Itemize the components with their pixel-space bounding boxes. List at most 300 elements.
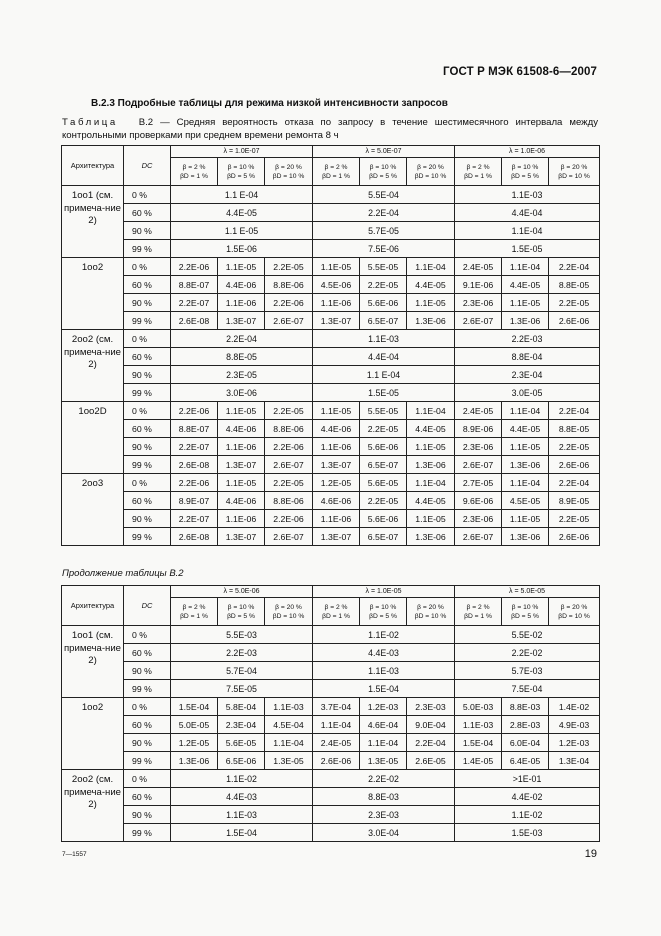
- value-cell: 1.1E-04: [407, 474, 455, 492]
- value-cell: 2.6E-08: [171, 312, 218, 330]
- beta-d-label: βD = 10 %: [272, 172, 305, 180]
- value-cell: 5.6E-06: [360, 438, 407, 456]
- beta-label: β = 10 %: [369, 163, 397, 171]
- document-header: ГОСТ Р МЭК 61508-6—2007: [443, 66, 597, 78]
- value-cell: 8.8E-05: [171, 348, 313, 366]
- value-cell: 4.4E-05: [407, 420, 455, 438]
- value-cell: 3.0E-04: [313, 824, 455, 842]
- value-cell: 1.1E-04: [502, 258, 549, 276]
- dc-cell: 60 %: [124, 788, 171, 806]
- beta-label: β = 20 %: [275, 603, 302, 611]
- value-cell: 2.6E-07: [455, 456, 502, 474]
- dc-cell: 0 %: [124, 474, 171, 492]
- beta-d-label: βD = 5 %: [369, 172, 397, 180]
- table-row: [62, 456, 600, 474]
- dc-cell: 0 %: [124, 258, 171, 276]
- value-cell: 2.2E-03: [171, 644, 313, 662]
- value-cell: 1.5E-05: [455, 240, 600, 258]
- value-cell: 2.3E-06: [455, 510, 502, 528]
- value-cell: 1.1E-04: [502, 402, 549, 420]
- table-row: [62, 680, 600, 698]
- value-cell: 1.1E-04: [407, 258, 455, 276]
- dc-cell: 90 %: [124, 510, 171, 528]
- value-cell: 2.2E-05: [549, 510, 600, 528]
- beta-label: β = 10 %: [511, 603, 539, 611]
- dc-cell: 99 %: [124, 528, 171, 546]
- table-row: [62, 330, 600, 348]
- value-cell: 4.4E-05: [407, 492, 455, 510]
- beta-header: [313, 158, 360, 186]
- footer-code: 7—1557: [62, 851, 87, 858]
- value-cell: 1.3E-05: [360, 752, 407, 770]
- value-cell: 1.1E-05: [218, 402, 265, 420]
- section-title: В.2.3 Подробные таблицы для режима низкой интенсивности запросов: [91, 98, 448, 109]
- value-cell: 1.1 E-05: [171, 222, 313, 240]
- value-cell: 7.5E-04: [455, 680, 600, 698]
- beta-d-label: βD = 10 %: [414, 612, 447, 620]
- value-cell: 5.5E-03: [171, 626, 313, 644]
- architecture-cell: 1oo2: [62, 258, 124, 330]
- value-cell: 2.8E-03: [502, 716, 549, 734]
- value-cell: 4.4E-03: [171, 788, 313, 806]
- value-cell: 2.2E-07: [171, 510, 218, 528]
- value-cell: 1.3E-05: [265, 752, 313, 770]
- value-cell: 5.5E-04: [313, 186, 455, 204]
- dc-cell: 60 %: [124, 204, 171, 222]
- value-cell: 1.1E-03: [455, 716, 502, 734]
- beta-label: β = 2 %: [182, 163, 206, 171]
- value-cell: 1.1E-03: [171, 806, 313, 824]
- value-cell: 5.8E-04: [218, 698, 265, 716]
- dc-cell: 99 %: [124, 240, 171, 258]
- value-cell: 1.1 E-04: [171, 186, 313, 204]
- value-cell: 1.5E-06: [171, 240, 313, 258]
- value-cell: 1.3E-06: [502, 456, 549, 474]
- beta-d-label: βD = 1 %: [322, 172, 350, 180]
- table-row: [62, 402, 600, 420]
- lambda-header: λ = 5.0E-07: [313, 146, 455, 158]
- dc-cell: 0 %: [124, 402, 171, 420]
- value-cell: 4.5E-04: [265, 716, 313, 734]
- value-cell: 1.5E-04: [171, 824, 313, 842]
- value-cell: 2.3E-06: [455, 294, 502, 312]
- value-cell: 1.3E-06: [407, 312, 455, 330]
- value-cell: 4.5E-05: [502, 492, 549, 510]
- value-cell: 2.2E-05: [360, 276, 407, 294]
- dc-cell: 0 %: [124, 698, 171, 716]
- value-cell: 6.5E-07: [360, 456, 407, 474]
- table-row: [62, 770, 600, 788]
- value-cell: 2.2E-06: [171, 402, 218, 420]
- value-cell: 1.1E-05: [502, 294, 549, 312]
- value-cell: 1.3E-06: [407, 456, 455, 474]
- value-cell: 1.1E-05: [313, 402, 360, 420]
- beta-label: β = 20 %: [560, 603, 588, 611]
- table-row: [62, 186, 600, 204]
- value-cell: 2.6E-08: [171, 528, 218, 546]
- beta-label: β = 2 %: [466, 163, 490, 171]
- value-cell: 2.2E-04: [549, 402, 600, 420]
- value-cell: 4.4E-06: [313, 420, 360, 438]
- dc-cell: 60 %: [124, 644, 171, 662]
- value-cell: 1.1E-06: [313, 510, 360, 528]
- table-row: [62, 420, 600, 438]
- beta-header: [360, 158, 407, 186]
- value-cell: 1.3E-04: [549, 752, 600, 770]
- table-row: [62, 204, 600, 222]
- value-cell: 9.1E-06: [455, 276, 502, 294]
- value-cell: 1.5E-05: [313, 384, 455, 402]
- value-cell: 2.3E-03: [313, 806, 455, 824]
- value-cell: 1.3E-06: [502, 312, 549, 330]
- value-cell: 2.6E-06: [549, 528, 600, 546]
- value-cell: 1.3E-07: [313, 528, 360, 546]
- beta-d-label: βD = 1 %: [464, 172, 492, 180]
- beta-header: [455, 158, 502, 186]
- beta-header: [455, 598, 502, 626]
- beta-label: β = 20 %: [417, 603, 444, 611]
- value-cell: 6.5E-06: [218, 752, 265, 770]
- value-cell: 9.6E-06: [455, 492, 502, 510]
- value-cell: 2.2E-02: [313, 770, 455, 788]
- value-cell: 5.5E-02: [455, 626, 600, 644]
- table-row: [62, 240, 600, 258]
- value-cell: 1.1E-06: [313, 294, 360, 312]
- value-cell: 4.4E-06: [218, 492, 265, 510]
- value-cell: 1.5E-04: [455, 734, 502, 752]
- value-cell: 1.1E-04: [455, 222, 600, 240]
- value-cell: 8.8E-06: [265, 420, 313, 438]
- table-row: [62, 824, 600, 842]
- beta-d-label: βD = 1 %: [322, 612, 350, 620]
- table-row: [62, 492, 600, 510]
- dc-cell: 90 %: [124, 294, 171, 312]
- value-cell: 2.2E-05: [265, 258, 313, 276]
- table-row: [62, 366, 600, 384]
- value-cell: 1.1E-04: [502, 474, 549, 492]
- value-cell: 2.2E-06: [171, 258, 218, 276]
- value-cell: 2.2E-07: [171, 438, 218, 456]
- value-cell: 2.3E-04: [455, 366, 600, 384]
- value-cell: 2.6E-06: [549, 312, 600, 330]
- value-cell: 1.1E-03: [313, 330, 455, 348]
- table-row: [62, 384, 600, 402]
- beta-header: [407, 598, 455, 626]
- value-cell: 1.5E-04: [171, 698, 218, 716]
- value-cell: 1.2E-03: [360, 698, 407, 716]
- beta-label: β = 20 %: [560, 163, 588, 171]
- value-cell: 1.1E-05: [407, 294, 455, 312]
- table-row: [62, 752, 600, 770]
- value-cell: 5.0E-05: [171, 716, 218, 734]
- column-header-dc: DC: [124, 146, 171, 186]
- table-row: [62, 644, 600, 662]
- beta-header: [218, 598, 265, 626]
- page-number: 19: [584, 848, 597, 860]
- value-cell: 8.8E-05: [549, 420, 600, 438]
- table-row: [62, 276, 600, 294]
- beta-header: [502, 598, 549, 626]
- value-cell: 2.4E-05: [455, 258, 502, 276]
- value-cell: 8.8E-03: [502, 698, 549, 716]
- architecture-cell: 1oo1 (см. примеча-ние 2): [62, 626, 124, 698]
- value-cell: 5.5E-05: [360, 258, 407, 276]
- value-cell: 1.3E-06: [502, 528, 549, 546]
- value-cell: 6.5E-07: [360, 312, 407, 330]
- value-cell: 6.5E-07: [360, 528, 407, 546]
- value-cell: 1.1E-04: [313, 716, 360, 734]
- table-row: [62, 734, 600, 752]
- architecture-cell: 2oo2 (см. примеча-ние 2): [62, 770, 124, 842]
- value-cell: 2.2E-05: [265, 474, 313, 492]
- lambda-header: λ = 5.0E-05: [455, 586, 600, 598]
- probability-table-part-1: [61, 145, 600, 546]
- value-cell: 8.8E-06: [265, 492, 313, 510]
- value-cell: 1.1E-05: [407, 510, 455, 528]
- beta-header: [360, 598, 407, 626]
- value-cell: 1.1E-06: [218, 438, 265, 456]
- table-row: [62, 698, 600, 716]
- beta-header: [265, 598, 313, 626]
- value-cell: 2.2E-06: [265, 294, 313, 312]
- caption-label: Таблица: [62, 117, 118, 128]
- value-cell: 2.6E-06: [313, 752, 360, 770]
- value-cell: 8.9E-05: [549, 492, 600, 510]
- value-cell: 2.6E-08: [171, 456, 218, 474]
- dc-cell: 0 %: [124, 186, 171, 204]
- beta-d-label: βD = 5 %: [227, 172, 255, 180]
- table-row: [62, 258, 600, 276]
- value-cell: 5.6E-06: [360, 294, 407, 312]
- value-cell: 1.3E-07: [218, 528, 265, 546]
- value-cell: 2.3E-04: [218, 716, 265, 734]
- column-header-dc: DC: [124, 586, 171, 626]
- value-cell: 2.2E-04: [407, 734, 455, 752]
- beta-header: [502, 158, 549, 186]
- table-row: [62, 662, 600, 680]
- value-cell: 6.0E-04: [502, 734, 549, 752]
- value-cell: 1.3E-07: [218, 456, 265, 474]
- dc-cell: 90 %: [124, 662, 171, 680]
- table-row: [62, 626, 600, 644]
- value-cell: 2.2E-04: [549, 474, 600, 492]
- dc-cell: 99 %: [124, 752, 171, 770]
- lambda-header: λ = 5.0E-06: [171, 586, 313, 598]
- value-cell: 8.8E-04: [455, 348, 600, 366]
- beta-header: [407, 158, 455, 186]
- value-cell: 2.2E-05: [360, 492, 407, 510]
- value-cell: 4.4E-06: [218, 276, 265, 294]
- value-cell: 1.1E-03: [455, 186, 600, 204]
- value-cell: 1.1E-05: [218, 258, 265, 276]
- value-cell: >1E-01: [455, 770, 600, 788]
- lambda-header: λ = 1.0E-06: [455, 146, 600, 158]
- table-row: [62, 474, 600, 492]
- continuation-caption: Продолжение таблицы В.2: [62, 568, 184, 579]
- value-cell: 2.2E-04: [313, 204, 455, 222]
- value-cell: 6.4E-05: [502, 752, 549, 770]
- value-cell: 2.2E-02: [455, 644, 600, 662]
- lambda-header: λ = 1.0E-07: [171, 146, 313, 158]
- value-cell: 4.4E-03: [313, 644, 455, 662]
- value-cell: 3.0E-06: [171, 384, 313, 402]
- beta-header: [313, 598, 360, 626]
- table-row: [62, 312, 600, 330]
- beta-label: β = 2 %: [324, 163, 348, 171]
- value-cell: 2.6E-05: [407, 752, 455, 770]
- value-cell: 2.2E-05: [549, 294, 600, 312]
- value-cell: 1.2E-05: [313, 474, 360, 492]
- value-cell: 5.7E-04: [171, 662, 313, 680]
- value-cell: 5.6E-05: [360, 474, 407, 492]
- dc-cell: 90 %: [124, 222, 171, 240]
- value-cell: 8.9E-06: [455, 420, 502, 438]
- dc-cell: 90 %: [124, 806, 171, 824]
- value-cell: 4.4E-05: [502, 420, 549, 438]
- value-cell: 2.3E-03: [407, 698, 455, 716]
- value-cell: 2.6E-06: [549, 456, 600, 474]
- value-cell: 2.2E-05: [549, 438, 600, 456]
- beta-label: β = 2 %: [324, 603, 348, 611]
- value-cell: 1.4E-02: [549, 698, 600, 716]
- beta-d-label: βD = 5 %: [511, 172, 539, 180]
- value-cell: 1.1E-04: [407, 402, 455, 420]
- lambda-header: λ = 1.0E-05: [313, 586, 455, 598]
- beta-d-label: βD = 10 %: [558, 172, 590, 180]
- dc-cell: 99 %: [124, 824, 171, 842]
- value-cell: 2.3E-06: [455, 438, 502, 456]
- probability-table-part-2: [61, 585, 600, 842]
- dc-cell: 0 %: [124, 626, 171, 644]
- value-cell: 4.4E-02: [455, 788, 600, 806]
- value-cell: 5.5E-05: [360, 402, 407, 420]
- table-row: [62, 788, 600, 806]
- value-cell: 8.8E-05: [549, 276, 600, 294]
- value-cell: 8.8E-06: [265, 276, 313, 294]
- value-cell: 1.4E-05: [455, 752, 502, 770]
- value-cell: 8.9E-07: [171, 492, 218, 510]
- beta-label: β = 20 %: [275, 163, 302, 171]
- value-cell: 1.3E-07: [218, 312, 265, 330]
- value-cell: 8.8E-07: [171, 276, 218, 294]
- value-cell: 4.4E-04: [313, 348, 455, 366]
- value-cell: 4.4E-05: [407, 276, 455, 294]
- table-row: [62, 348, 600, 366]
- value-cell: 1.3E-06: [171, 752, 218, 770]
- value-cell: 4.4E-06: [218, 420, 265, 438]
- value-cell: 1.3E-07: [313, 312, 360, 330]
- beta-label: β = 20 %: [417, 163, 444, 171]
- beta-header: [171, 158, 218, 186]
- value-cell: 7.5E-05: [171, 680, 313, 698]
- table-row: [62, 438, 600, 456]
- dc-cell: 99 %: [124, 680, 171, 698]
- beta-d-label: βD = 5 %: [369, 612, 397, 620]
- value-cell: 1.1E-02: [313, 626, 455, 644]
- value-cell: 1.1E-05: [313, 258, 360, 276]
- dc-cell: 0 %: [124, 770, 171, 788]
- dc-cell: 90 %: [124, 438, 171, 456]
- value-cell: 1.1E-04: [265, 734, 313, 752]
- dc-cell: 0 %: [124, 330, 171, 348]
- beta-label: β = 10 %: [369, 603, 397, 611]
- value-cell: 2.2E-04: [171, 330, 313, 348]
- value-cell: 1.1E-03: [313, 662, 455, 680]
- table-caption: [62, 116, 598, 142]
- beta-d-label: βD = 10 %: [272, 612, 305, 620]
- value-cell: 1.1E-03: [265, 698, 313, 716]
- value-cell: 1.2E-05: [171, 734, 218, 752]
- value-cell: 2.2E-06: [265, 438, 313, 456]
- dc-cell: 60 %: [124, 420, 171, 438]
- value-cell: 5.7E-03: [455, 662, 600, 680]
- dc-cell: 60 %: [124, 348, 171, 366]
- value-cell: 4.5E-06: [313, 276, 360, 294]
- beta-d-label: βD = 5 %: [511, 612, 539, 620]
- value-cell: 4.4E-05: [502, 276, 549, 294]
- table-row: [62, 716, 600, 734]
- value-cell: 5.6E-05: [218, 734, 265, 752]
- value-cell: 1.1E-05: [502, 510, 549, 528]
- value-cell: 1.1E-05: [407, 438, 455, 456]
- dc-cell: 60 %: [124, 716, 171, 734]
- beta-header: [218, 158, 265, 186]
- architecture-cell: 2oo3: [62, 474, 124, 546]
- value-cell: 2.4E-05: [455, 402, 502, 420]
- value-cell: 1.5E-03: [455, 824, 600, 842]
- value-cell: 2.7E-05: [455, 474, 502, 492]
- value-cell: 1.1E-02: [455, 806, 600, 824]
- value-cell: 4.4E-05: [171, 204, 313, 222]
- table-row: [62, 528, 600, 546]
- value-cell: 4.4E-04: [455, 204, 600, 222]
- dc-cell: 90 %: [124, 366, 171, 384]
- beta-label: β = 2 %: [182, 603, 206, 611]
- dc-cell: 60 %: [124, 276, 171, 294]
- value-cell: 2.2E-04: [549, 258, 600, 276]
- dc-cell: 60 %: [124, 492, 171, 510]
- value-cell: 2.6E-07: [455, 312, 502, 330]
- value-cell: 5.6E-06: [360, 510, 407, 528]
- value-cell: 4.6E-04: [360, 716, 407, 734]
- beta-header: [549, 158, 600, 186]
- value-cell: 1.1E-05: [218, 474, 265, 492]
- value-cell: 1.2E-03: [549, 734, 600, 752]
- beta-d-label: βD = 10 %: [558, 612, 590, 620]
- value-cell: 2.6E-07: [265, 528, 313, 546]
- dc-cell: 99 %: [124, 384, 171, 402]
- table-row: [62, 806, 600, 824]
- value-cell: 4.6E-06: [313, 492, 360, 510]
- value-cell: 2.2E-05: [265, 402, 313, 420]
- beta-d-label: βD = 1 %: [464, 612, 492, 620]
- dc-cell: 90 %: [124, 734, 171, 752]
- value-cell: 2.2E-07: [171, 294, 218, 312]
- value-cell: 1.3E-06: [407, 528, 455, 546]
- value-cell: 2.6E-07: [265, 456, 313, 474]
- beta-header: [265, 158, 313, 186]
- architecture-cell: 1oo2D: [62, 402, 124, 474]
- architecture-cell: 1oo1 (см. примеча-ние 2): [62, 186, 124, 258]
- architecture-cell: 1oo2: [62, 698, 124, 770]
- value-cell: 3.7E-04: [313, 698, 360, 716]
- value-cell: 1.1E-06: [313, 438, 360, 456]
- value-cell: 3.0E-05: [455, 384, 600, 402]
- value-cell: 5.7E-05: [313, 222, 455, 240]
- value-cell: 1.1 E-04: [313, 366, 455, 384]
- value-cell: 1.1E-05: [502, 438, 549, 456]
- value-cell: 2.4E-05: [313, 734, 360, 752]
